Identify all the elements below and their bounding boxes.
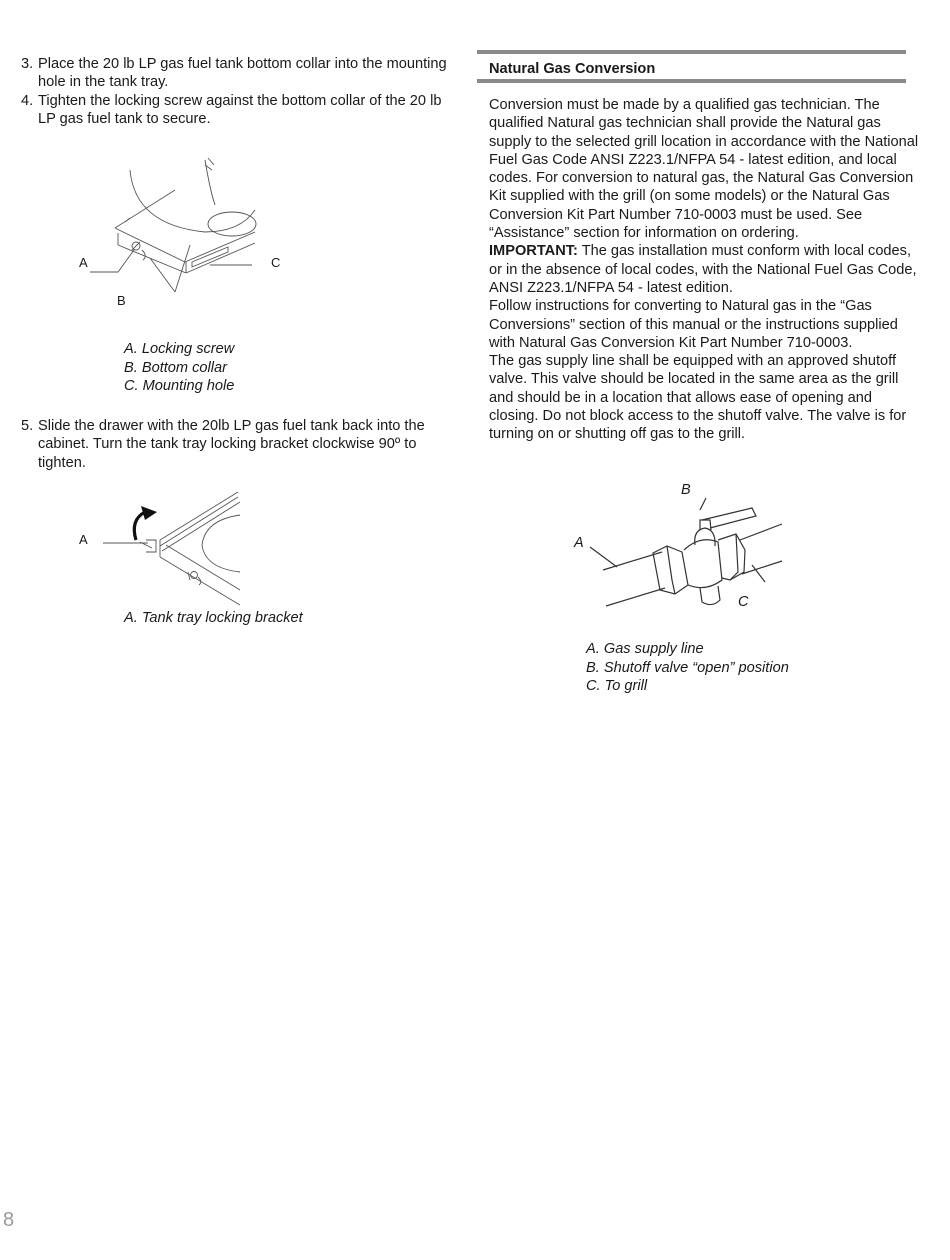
important-label: IMPORTANT: [489, 243, 578, 260]
figure1-label-c: C [271, 255, 281, 270]
caption-line: C. To grill [586, 678, 648, 695]
caption-line: B. Bottom collar [124, 359, 228, 376]
caption-line: C. Mounting hole [124, 378, 235, 395]
paragraph: The gas supply line shall be equipped with an approved shutoff valve. This valve should be located in the same area as the grill and should be in a location that allows ease of opening and closing. Do not block access to the shutoff valve. The valve is for turning on or shutting off gas to the grill. [489, 353, 907, 443]
figure3-label-b: B [681, 482, 691, 498]
caption-line: A. Tank tray locking bracket [124, 610, 303, 626]
caption-line: A. Locking screw [124, 341, 235, 357]
important-text: The gas installation must conform with local codes, or in the absence of local codes, with the National Fuel Gas Code, ANSI Z223.1/NFPA 54 - latest edition. [489, 243, 917, 296]
figure1-label-b: B [117, 293, 126, 308]
figure1-label-a: A [79, 255, 88, 270]
paragraph: Conversion must be made by a qualified gas technician. The qualified Natural gas technician shall provide the Natural gas supply to the selected grill location in accordance with the National Fuel Gas Code ANSI Z223.1/NFPA 54 - latest edition, and local codes. For conversion to natural gas, the Natural Gas Conversion Kit supplied with the grill (on some models) or the Natural Gas Conversion Kit Part Number 710-0003 must be used. See “Assistance” section for information on ordering. [489, 97, 919, 242]
page-number: 8 [3, 1209, 15, 1231]
step-text: Place the 20 lb LP gas fuel tank bottom collar into the mounting hole in the tank tray. [38, 56, 447, 91]
step-number: 5. [21, 418, 34, 434]
caption-line: B. Shutoff valve “open” position [586, 659, 789, 676]
section-heading: Natural Gas Conversion [489, 61, 656, 77]
figure2-label-a: A [79, 532, 88, 547]
step-number: 3. [21, 56, 34, 72]
step-text: Tighten the locking screw against the bottom collar of the 20 lb LP gas fuel tank to secure. [38, 93, 442, 128]
figure3-label-c: C [738, 594, 749, 610]
caption-line: A. Gas supply line [586, 641, 704, 657]
paragraph: Follow instructions for converting to Natural gas in the “Gas Conversions” section of this manual or the instructions supplied with Natural Gas Conversion Kit Part Number 710-0003. [489, 298, 898, 351]
step-text: Slide the drawer with the 20lb LP gas fuel tank back into the cabinet. Turn the tank tray locking bracket clockwise 90º to tighten. [38, 418, 425, 471]
figure3-caption [586, 640, 789, 696]
figure3-label-a: A [574, 535, 584, 551]
step-number: 4. [21, 93, 34, 109]
